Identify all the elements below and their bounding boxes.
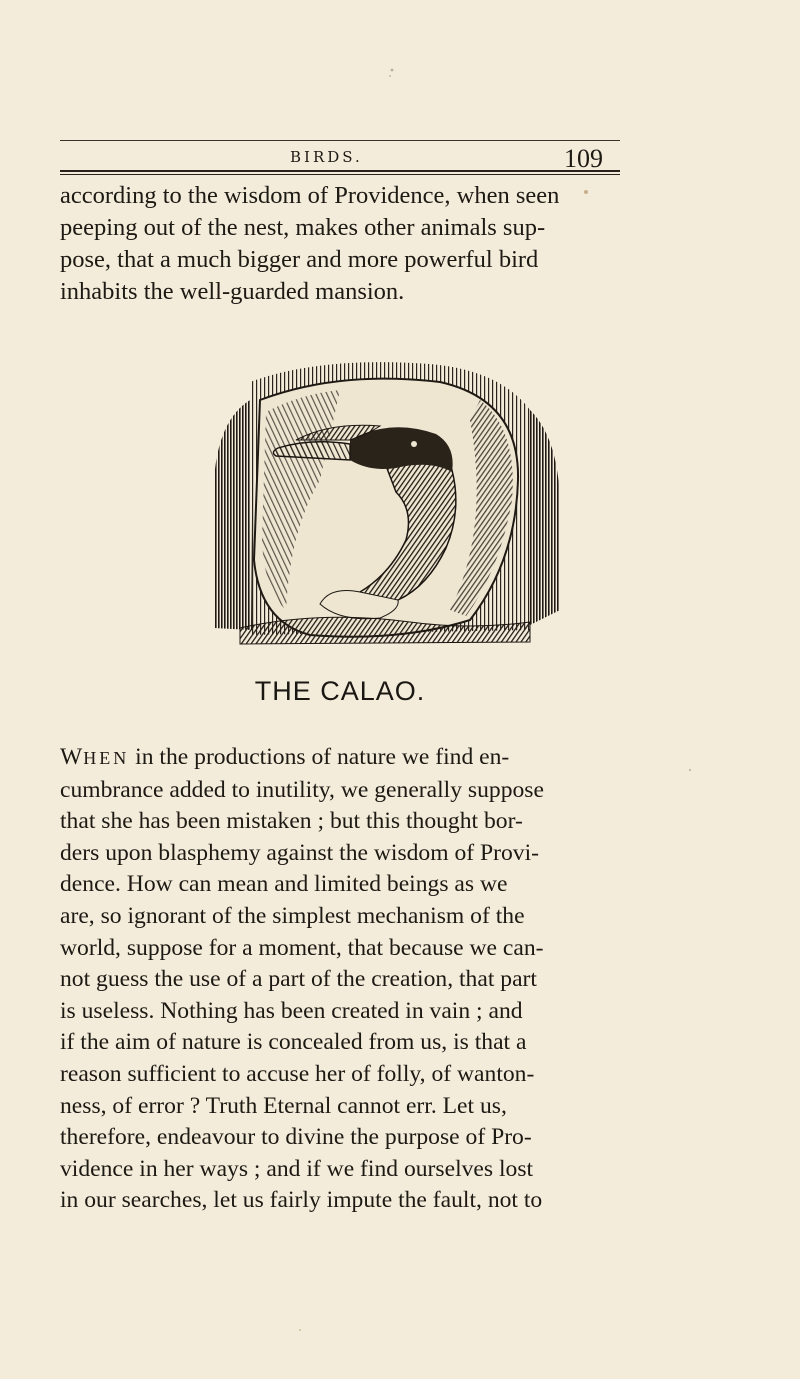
header-rule-top — [60, 140, 620, 141]
text-line: if the aim of nature is concealed from us, is that a — [60, 1029, 527, 1056]
header-rule-bottom — [60, 170, 620, 172]
text-line: inhabits the well-guarded mansion. — [60, 278, 405, 305]
text-line: reason sufficient to accuse her of folly, of wanton- — [60, 1060, 535, 1087]
bird-eye — [411, 441, 417, 447]
text-line: pose, that a much bigger and more powerful bird — [60, 246, 539, 273]
text-line: in our searches, let us fairly impute the fault, not to — [60, 1187, 543, 1214]
header-rule-bottom-thin — [60, 174, 620, 175]
text-line: are, so ignorant of the simplest mechanism of the — [60, 902, 525, 929]
text-line: according to the wisdom of Providence, when seen — [60, 182, 560, 209]
text-line: not guess the use of a part of the creation, that part — [60, 966, 537, 993]
dropcap: W — [60, 744, 84, 770]
text-line: vidence in her ways ; and if we find ourselves lost — [60, 1155, 534, 1182]
text-line: is useless. Nothing has been created in vain ; and — [60, 997, 523, 1024]
figure-caption: THE CALAO. — [254, 676, 426, 706]
running-head: BIRDS. — [290, 148, 363, 166]
calao-engraving — [200, 360, 572, 650]
text-line-first — [60, 742, 620, 775]
text-line: ders upon blasphemy against the wisdom of Provi- — [60, 839, 540, 866]
text-line: peeping out of the nest, makes other animals sup- — [60, 214, 546, 241]
paragraph-main — [60, 742, 620, 1217]
text-line: ness, of error ? Truth Eternal cannot err. Let us, — [60, 1092, 507, 1119]
text-line: dence. How can mean and limited beings as we — [60, 871, 508, 898]
first-line-rest: in the productions of nature we find en- — [129, 744, 510, 770]
text-line: that she has been mistaken ; but this thought bor- — [60, 808, 523, 835]
text-line: therefore, endeavour to divine the purpose of Pro- — [60, 1124, 532, 1151]
page-header — [60, 118, 620, 176]
paragraph-continued — [60, 180, 620, 308]
page-number: 109 — [564, 144, 603, 173]
smallcaps-word: HEN — [83, 748, 130, 768]
text-line: world, suppose for a moment, that because we can- — [60, 934, 544, 961]
text-line: cumbrance added to inutility, we generally suppose — [60, 776, 544, 803]
